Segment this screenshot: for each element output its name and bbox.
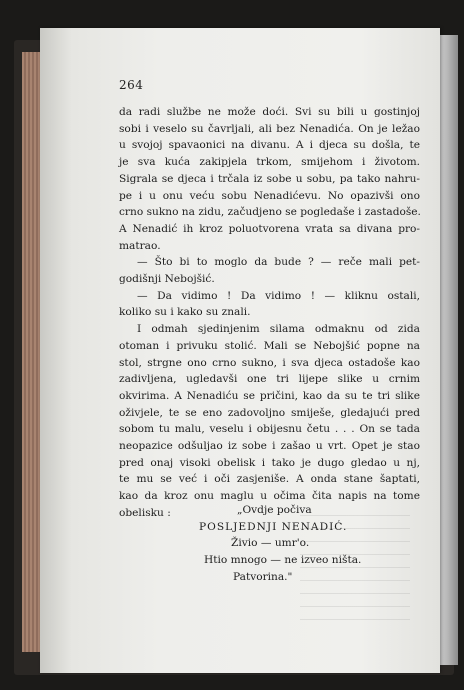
- epitaph-line: Patvorina.": [233, 570, 293, 583]
- text-line: oživjele, te se eno zadovoljno smiješe, gledajući pred: [119, 406, 420, 419]
- epitaph-line: POSLJEDNJI NENADIĆ.: [199, 520, 348, 533]
- text-line: matrao.: [119, 239, 161, 252]
- text-line: koliko su i kako su znali.: [119, 306, 251, 319]
- text-line: sobi i veselo su čavrljali, ali bez Nenadića. On je ležao: [119, 122, 420, 135]
- text-line: pe i u onu veću sobu Nenadićevu. No opazivši ono: [119, 189, 420, 202]
- text-line: te mu se već i oči zasjeniše. A onda stane šaptati,: [119, 473, 420, 486]
- page-number: 264: [119, 78, 144, 92]
- text-line: godišnji Nebojšić.: [119, 273, 215, 286]
- text-line: sobom tu malu, veselu i obijesnu četu . . . On se tada: [119, 423, 420, 436]
- text-line: obelisku :: [119, 506, 171, 519]
- text-line: je sva kuća zakipjela trkom, smijehom i životom.: [119, 156, 420, 169]
- text-line: — Da vidimo ! Da vidimo ! — kliknu ostali,: [137, 289, 420, 302]
- text-line: Sigrala se djeca i trčala iz sobe u sobu, pa tako nahru-: [119, 172, 420, 185]
- epitaph-inscription: [119, 502, 420, 586]
- text-line: zadivljena, ugledavši one tri lijepe slike u crnim: [119, 373, 420, 386]
- epitaph-line: „Ovdje počiva: [237, 504, 312, 516]
- text-line: stol, strgne ono crno sukno, i sva djeca ostadoše kao: [119, 356, 420, 369]
- text-line: okvirima. A Nenadiću se pričini, kao da su te tri slike: [119, 389, 420, 402]
- text-line: I odmah sjedinjenim silama odmaknu od zida: [137, 323, 420, 336]
- text-line: crno sukno na zidu, začudjeno se pogledaše i zastadoše.: [119, 206, 421, 219]
- text-line: pred onaj visoki obelisk i tako je dugo gledao u nj,: [119, 456, 420, 469]
- epitaph-line: Htio mnogo — ne izveo ništa.: [204, 554, 362, 567]
- text-line: da radi službe ne može doći. Svi su bili u gostinjoj: [119, 106, 420, 118]
- text-line: otoman i privuku stolić. Mali se Nebojšić popne na: [119, 339, 420, 352]
- text-line: neopazice odšuljao iz sobe i zašao u vrt. Opet je stao: [119, 440, 420, 453]
- book-spine: [22, 52, 42, 652]
- text-line: kao da kroz onu maglu u očima čita napis na tome: [119, 490, 420, 503]
- body-text: [119, 104, 420, 522]
- text-line: A Nenadić ih kroz poluotvorena vrata sa divana pro-: [119, 222, 420, 235]
- epitaph-line: Živio — umr'o.: [231, 537, 310, 550]
- text-line: u svojoj spavaonici na divanu. A i djeca su došla, te: [119, 139, 420, 152]
- text-line: — Što bi to moglo da bude ? — reče mali pet-: [137, 256, 420, 269]
